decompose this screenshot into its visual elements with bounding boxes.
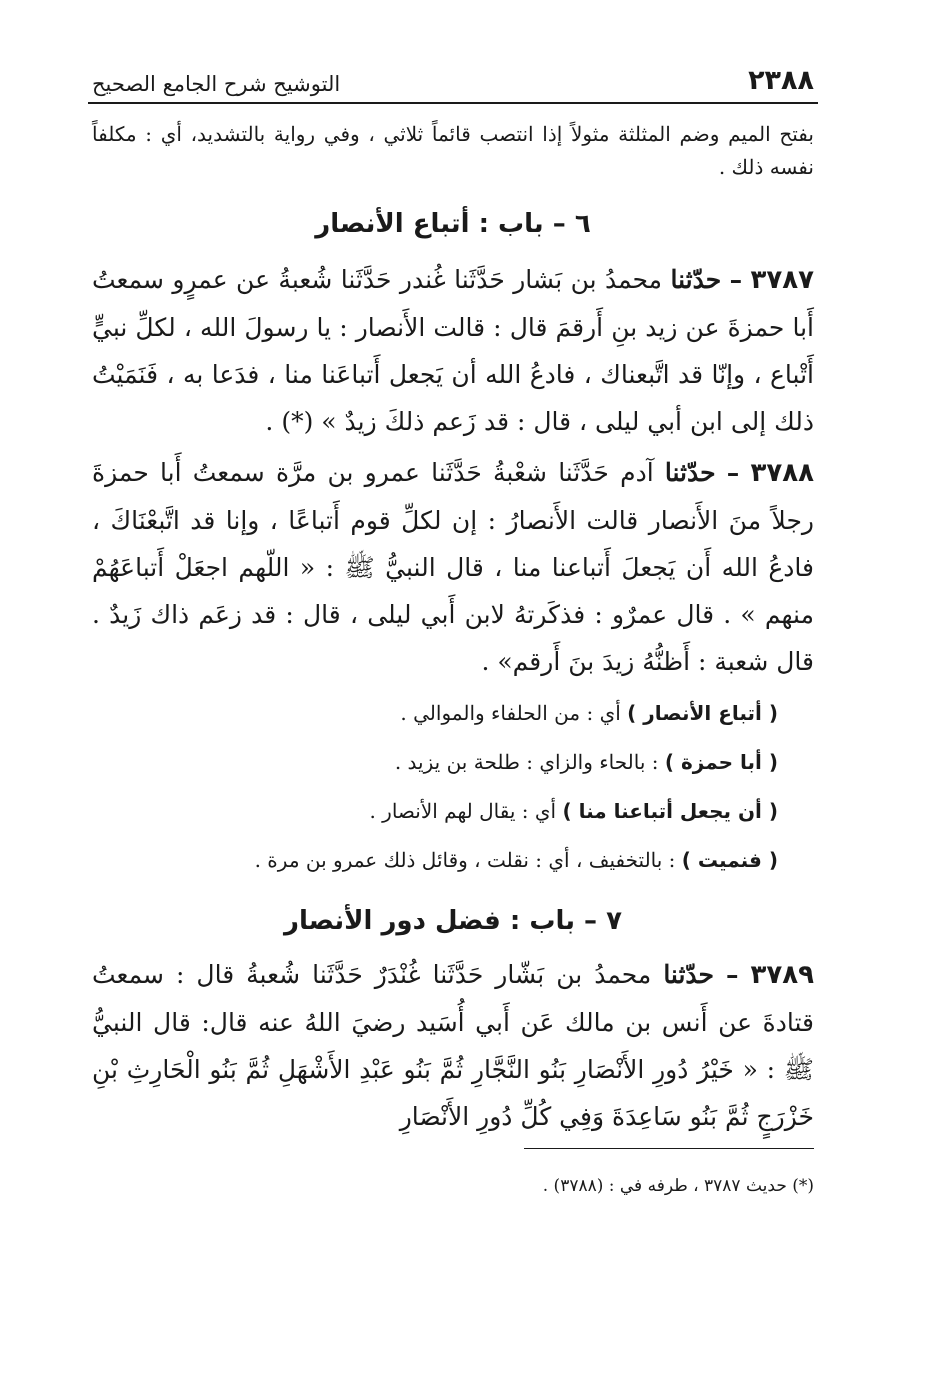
hadith-number: ٣٧٨٨ <box>750 458 814 488</box>
hadith-dash: – <box>726 458 740 487</box>
running-title: التوشيح شرح الجامع الصحيح <box>92 72 341 96</box>
hadith-text: آدم حَدَّثَنا شعْبةُ حَدَّثَنا عمرو بن مرَّة سمعتُ أَبا حمزةَ رجلاً منَ الأَنصار قالت الأَنصارُ : إن لكلِّ قوم أَتباعًا ، وإنا قد اتَّبعْنَاكَ ، فادعُ الله أَن يَجعلَ أَتباعنا منا ، قال النبيُّ ﷺ : « اللّهم اجعَلْ أَتباعَهُمْ منهم » . قال عمرٌو : فذكَرتهُ لابن أَبي ليلى ، قال : قد زعَم ذاك زَيدٌ . قال شعبة : أَظنُّهُ زيدَ بنَ أَرقم» . <box>92 458 814 676</box>
intro-paragraph: بفتح الميم وضم المثلثة مثولاً إذا انتصب قائماً ثلاثي ، وفي رواية بالتشديد، أي : مكلفاً نفسه ذلك . <box>92 122 814 179</box>
page-header <box>88 60 818 104</box>
hadith-dash: – <box>726 960 739 989</box>
hadith-lead-word: حدّثنا <box>663 960 715 989</box>
note-item <box>88 787 818 836</box>
hadith-dash: – <box>729 265 743 294</box>
chapter-heading-7: ٧ – باب : فضل دور الأنصار <box>284 906 622 936</box>
hadith-lead-word: حدّثنا <box>670 265 722 294</box>
footnote-divider <box>524 1148 814 1149</box>
note-text: أي : يقال لهم الأنصار . <box>369 799 563 823</box>
note-item <box>88 738 818 787</box>
hadith-lead-word: حدّثنا <box>664 458 716 487</box>
note-term: ( أتباع الأنصار ) <box>627 701 778 725</box>
note-text: أي : من الحلفاء والموالي . <box>400 701 628 725</box>
footnote: (*) حديث ٣٧٨٧ ، طرفه في : (٣٧٨٨) . <box>542 1176 814 1196</box>
note-item <box>88 836 818 885</box>
note-text: : بالتخفيف ، أي : نقلت ، وقائل ذلك عمرو بن مرة . <box>254 848 682 872</box>
hadith-text: محمدُ بن بَشار حَدَّثَنا غُندر حَدَّثَنا شُعبةُ عن عمرٍو سمعتُ أَبا حمزةَ عن زيد بنِ أَرقمَ قال : قالت الأَنصار : يا رسولَ الله ، لكلِّ نبيٍّ أَتْباع ، وإنّا قد اتَّبعناك ، فادعُ الله أن يَجعل أَتباعَنا منا ، فدَعا به ، فَنَمَيْتُ ذلك إلى ابن أبي ليلى ، قال : قد زَعم ذلكَ زيدٌ » (*) . <box>92 265 814 436</box>
note-term: ( فنميت ) <box>681 848 778 872</box>
note-term: ( أبا حمزة ) <box>664 750 778 774</box>
hadith-text: محمدُ بن بَشّار حَدَّثَنا غُنْدَرٌ حَدَّثَنا شُعبةُ قال : سمعتُ قتادةَ عن أَنس بن مالك عَن أَبي أُسَيد رضيَ اللهُ عنه قال: قال النبيُّ ﷺ : « خَيْرُ دُورِ الأَنْصَارِ بَنُو النَّجَّارِ ثُمَّ بَنُو عَبْدِ الأَشْهَلِ ثُمَّ بَنُو الْحَارِثِ بْنِ خَزْرَجٍ ثُمَّ بَنُو سَاعِدَةَ وَفِي كُلِّ دُورِ الأَنْصَارِ <box>92 960 814 1131</box>
hadith-3787 <box>88 256 818 445</box>
hadith-3788 <box>88 449 818 685</box>
hadith-3789 <box>88 951 818 1140</box>
page-number: ٢٣٨٨ <box>748 65 814 96</box>
hadith-number: ٣٧٨٩ <box>750 960 814 990</box>
note-item <box>88 689 818 738</box>
note-text: : بالحاء والزاي : طلحة بن يزيد . <box>394 750 665 774</box>
chapter-heading-6: ٦ – باب : أتباع الأنصار <box>315 209 591 239</box>
book-page <box>88 60 818 1219</box>
commentary-notes <box>88 689 818 885</box>
hadith-number: ٣٧٨٧ <box>750 265 815 295</box>
note-term: ( أن يجعل أتباعنا منا ) <box>562 799 778 823</box>
